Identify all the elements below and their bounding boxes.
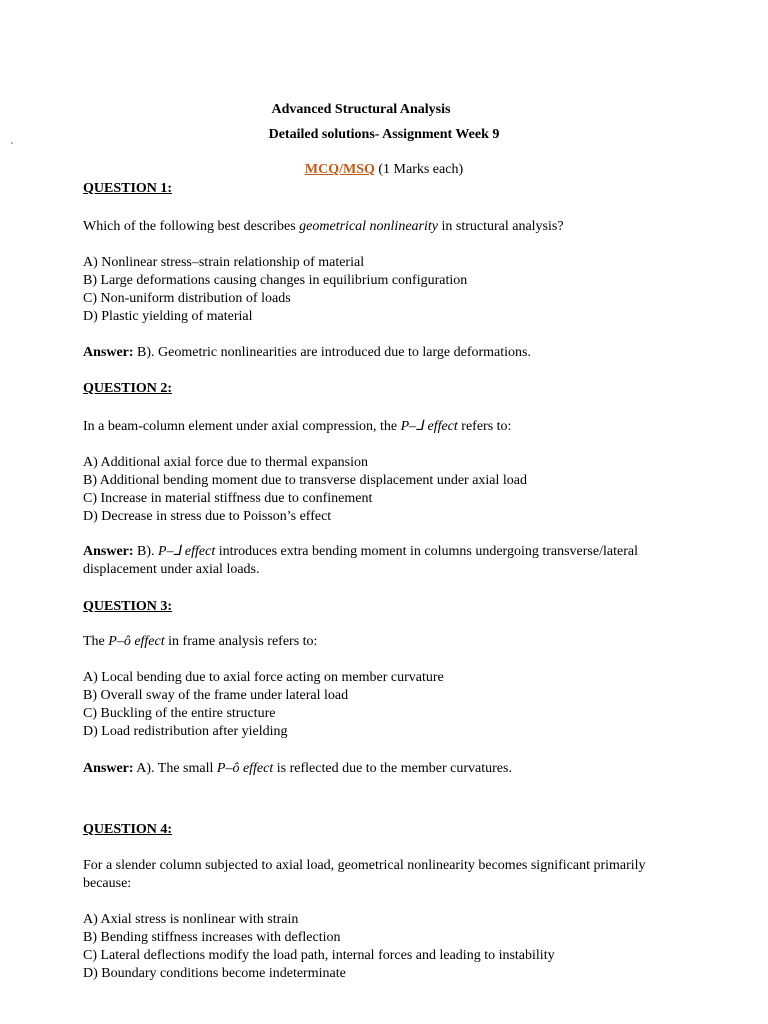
question-2-option-d: D) Decrease in stress due to Poisson’s effect: [83, 509, 332, 524]
question-1-option-a: A) Nonlinear stress–strain relationship of material: [83, 255, 365, 270]
stem-text: Which of the following best describes: [83, 219, 300, 234]
question-2-stem: [83, 418, 511, 436]
question-4-option-b: B) Bending stiffness increases with deflection: [83, 930, 341, 945]
answer-emphasis: P–⅃ effect: [158, 544, 216, 559]
question-3-option-d: D) Load redistribution after yielding: [83, 724, 288, 739]
question-3-answer: [83, 760, 512, 778]
answer-label: Answer:: [83, 345, 134, 360]
document-subtitle: Detailed solutions- Assignment Week 9: [268, 127, 500, 142]
question-4-stem: [83, 857, 693, 893]
mcq-msq-link[interactable]: MCQ/MSQ: [304, 162, 375, 177]
stem-emphasis: geometrical nonlinearity: [299, 219, 438, 234]
question-3-heading: QUESTION 3:: [83, 599, 173, 614]
question-2-option-a: A) Additional axial force due to thermal expansion: [83, 455, 368, 470]
stem-text: in frame analysis refers to:: [164, 634, 318, 649]
stem-emphasis: P–ô effect: [108, 634, 165, 649]
answer-text: introduces extra bending moment in columns undergoing transverse/lateral displacement under axial loads.: [83, 544, 638, 577]
question-4-heading: QUESTION 4:: [83, 822, 173, 837]
question-3-option-b: B) Overall sway of the frame under lateral load: [83, 688, 349, 703]
answer-label: Answer:: [83, 544, 134, 559]
document-title: Advanced Structural Analysis: [271, 102, 451, 117]
answer-text: A). The small: [133, 761, 217, 776]
answer-text: B).: [133, 544, 159, 559]
question-1-option-c: C) Non-uniform distribution of loads: [83, 291, 291, 306]
stem-emphasis: P–⅃ effect: [400, 419, 458, 434]
question-4-option-d: D) Boundary conditions become indeterminate: [83, 966, 346, 981]
question-4-option-a: A) Axial stress is nonlinear with strain: [83, 912, 299, 927]
stray-mark: `: [10, 141, 14, 153]
question-1-option-d: D) Plastic yielding of material: [83, 309, 253, 324]
stem-text: The: [83, 634, 109, 649]
question-1-heading: QUESTION 1:: [83, 181, 173, 196]
question-3-option-a: A) Local bending due to axial force acting on member curvature: [83, 670, 444, 685]
question-1-option-b: B) Large deformations causing changes in equilibrium configuration: [83, 273, 468, 288]
section-label: [0, 161, 768, 179]
stem-text: In a beam-column element under axial compression, the: [83, 419, 401, 434]
question-3-stem: [83, 633, 317, 651]
question-2-heading: QUESTION 2:: [83, 381, 173, 396]
question-1-answer: [83, 344, 531, 362]
answer-label: Answer:: [83, 761, 134, 776]
stem-text: For a slender column subjected to axial load, geometrical nonlinearity becomes significant primarily because:: [83, 858, 646, 891]
question-1-stem: [83, 218, 564, 236]
question-2-option-c: C) Increase in material stiffness due to confinement: [83, 491, 373, 506]
marks-note: (1 Marks each): [374, 162, 464, 177]
question-2-answer: [83, 543, 693, 579]
stem-text: refers to:: [457, 419, 512, 434]
question-3-option-c: C) Buckling of the entire structure: [83, 706, 276, 721]
answer-text: B). Geometric nonlinearities are introduced due to large deformations.: [133, 345, 531, 360]
stem-text: in structural analysis?: [437, 219, 564, 234]
answer-emphasis: P–ô effect: [216, 761, 274, 776]
answer-text: is reflected due to the member curvatures.: [273, 761, 512, 776]
question-4-option-c: C) Lateral deflections modify the load path, internal forces and leading to instability: [83, 948, 555, 963]
question-2-option-b: B) Additional bending moment due to transverse displacement under axial load: [83, 473, 528, 488]
